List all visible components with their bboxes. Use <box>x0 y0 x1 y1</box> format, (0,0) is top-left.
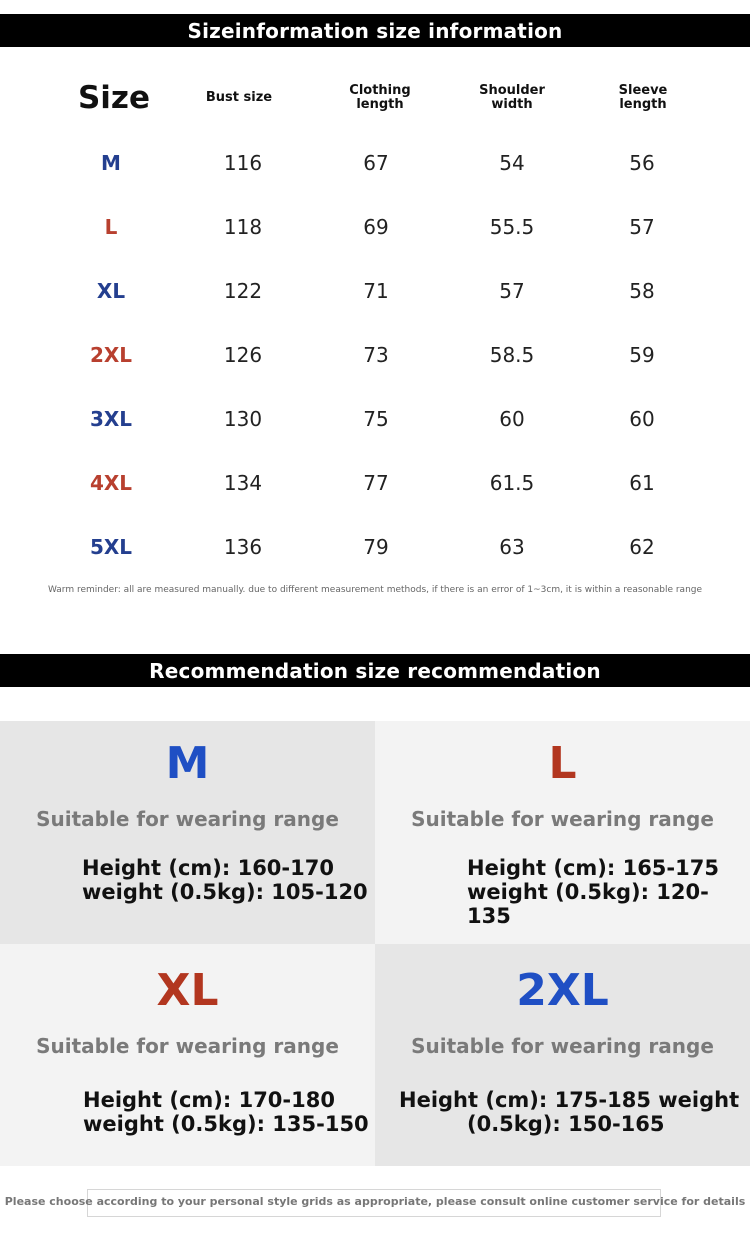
recommendation-card-2xl <box>375 944 750 1166</box>
suitable-range-label: Suitable for wearing range <box>411 1034 714 1058</box>
height-range: Height (cm): 165-175 <box>467 856 719 880</box>
size-cell: 2XL <box>89 343 133 367</box>
shoulder-cell: 63 <box>499 535 525 559</box>
shoulder-cell: 58.5 <box>489 343 535 367</box>
table-row <box>0 323 750 387</box>
size-cell: XL <box>96 279 126 303</box>
table-row <box>0 515 750 579</box>
weight-range: weight (0.5kg): 135-150 <box>83 1112 369 1136</box>
weight-range: (0.5kg): 150-165 <box>467 1112 665 1136</box>
weight-range: weight (0.5kg): 105-120 <box>82 880 368 904</box>
measurement-reminder: Warm reminder: all are measured manually. due to different measurement methods, if there is an error of 1~3cm, it is within a reasonable range <box>47 585 703 595</box>
suitable-range-label: Suitable for wearing range <box>36 807 339 831</box>
sleeve-cell: 58 <box>629 279 655 303</box>
size-recommendation-banner: Recommendation size recommendation <box>0 654 750 687</box>
length-cell: 71 <box>363 279 389 303</box>
bust-cell: 122 <box>223 279 263 303</box>
recommended-size: 2XL <box>516 965 609 1016</box>
recommendation-card-l <box>375 721 750 944</box>
header-bust-size: Bust size <box>205 90 273 105</box>
size-cell: M <box>101 151 121 175</box>
header-sleeve-length: Sleeve length <box>618 83 668 112</box>
bust-cell: 118 <box>223 215 263 239</box>
header-clothing-length: Clothing length <box>349 83 411 112</box>
weight-range: weight (0.5kg): 120-135 <box>467 880 709 928</box>
length-cell: 75 <box>363 407 389 431</box>
size-information-banner: Sizeinformation size information <box>0 14 750 47</box>
sleeve-cell: 60 <box>629 407 655 431</box>
table-row <box>0 259 750 323</box>
sleeve-cell: 59 <box>629 343 655 367</box>
height-range: Height (cm): 170-180 <box>83 1088 335 1112</box>
length-cell: 69 <box>363 215 389 239</box>
bust-cell: 116 <box>223 151 263 175</box>
sleeve-cell: 57 <box>629 215 655 239</box>
footer-note: Please choose according to your personal style grids as appropriate, please consult online customer service for details <box>4 1195 746 1208</box>
bust-cell: 136 <box>223 535 263 559</box>
sleeve-cell: 61 <box>629 471 655 495</box>
shoulder-cell: 60 <box>499 407 525 431</box>
bust-cell: 130 <box>223 407 263 431</box>
bust-cell: 126 <box>223 343 263 367</box>
length-cell: 79 <box>363 535 389 559</box>
recommended-size: XL <box>156 965 219 1016</box>
length-cell: 77 <box>363 471 389 495</box>
recommended-size: M <box>165 738 210 789</box>
size-cell: L <box>104 215 118 239</box>
table-row <box>0 195 750 259</box>
recommendation-card-m <box>0 721 375 944</box>
sleeve-cell: 56 <box>629 151 655 175</box>
table-row <box>0 451 750 515</box>
suitable-range-label: Suitable for wearing range <box>411 807 714 831</box>
shoulder-cell: 55.5 <box>489 215 535 239</box>
length-cell: 73 <box>363 343 389 367</box>
height-range: Height (cm): 160-170 <box>82 856 334 880</box>
shoulder-cell: 54 <box>499 151 525 175</box>
height-range: Height (cm): 175-185 weight <box>399 1088 740 1112</box>
size-cell: 3XL <box>89 407 133 431</box>
size-cell: 4XL <box>89 471 133 495</box>
suitable-range-label: Suitable for wearing range <box>36 1034 339 1058</box>
recommended-size: L <box>548 738 577 789</box>
length-cell: 67 <box>363 151 389 175</box>
header-shoulder-width: Shoulder width <box>479 83 545 112</box>
header-size: Size <box>77 80 151 116</box>
shoulder-cell: 57 <box>499 279 525 303</box>
recommendation-card-xl <box>0 944 375 1166</box>
sleeve-cell: 62 <box>629 535 655 559</box>
table-row <box>0 387 750 451</box>
table-row <box>0 131 750 195</box>
shoulder-cell: 61.5 <box>489 471 535 495</box>
bust-cell: 134 <box>223 471 263 495</box>
size-cell: 5XL <box>89 535 133 559</box>
